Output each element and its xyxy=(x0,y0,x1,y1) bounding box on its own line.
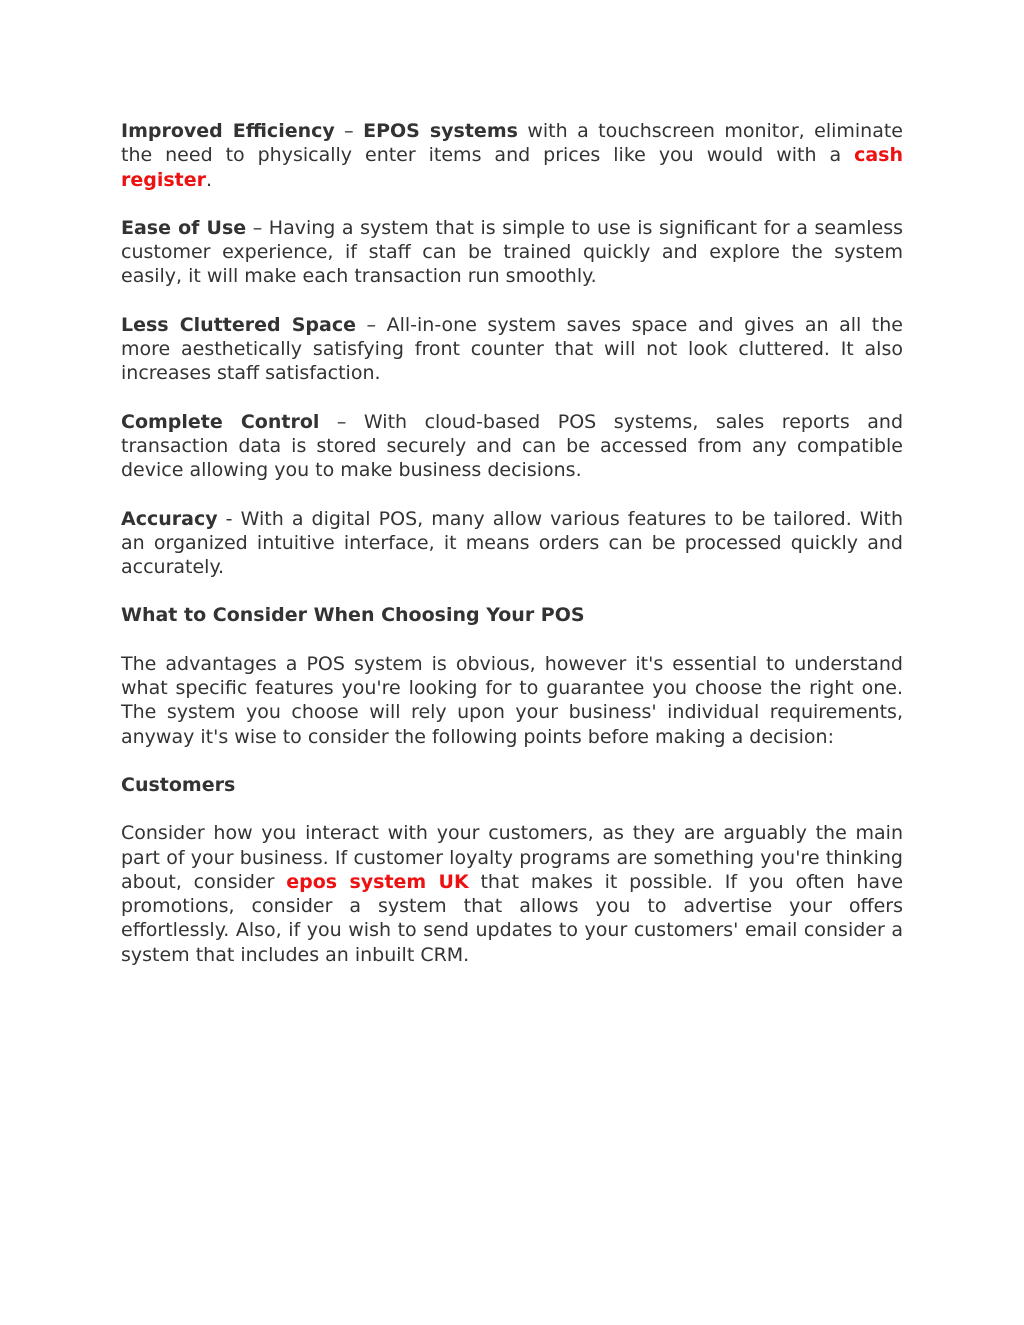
benefit-complete-control xyxy=(121,410,903,483)
document-body xyxy=(121,119,903,991)
benefit-accuracy xyxy=(121,507,903,580)
customers-text: Consider how you interact with your customers, as they are arguably the main part of your business. If customer loyalty programs are something you're thinking about, consider xyxy=(121,822,903,893)
benefit-text-end: . xyxy=(206,168,213,191)
customers-text-end: that makes it possible. If you often have promotions, consider a system that allows you to advertise your offers effortlessly. Also, if you wish to send updates to your customers' email consider a system that includes an inbuilt CRM. xyxy=(121,870,904,966)
section-intro: The advantages a POS system is obvious, however it's essential to understand what specific features you're looking for to guarantee you choose the right one. The system you choose will rely upon your business' individual requirements, anyway it's wise to consider the following points before making a decision: xyxy=(121,652,903,748)
section-heading: What to Consider When Choosing Your POS xyxy=(121,604,585,627)
benefit-text: - With a digital POS, many allow various features to be tailored. With an organized intuitive interface, it means orders can be processed quickly and accurately. xyxy=(121,507,903,579)
benefit-dash: – xyxy=(334,120,364,142)
benefit-term: Accuracy xyxy=(121,507,218,530)
benefit-text: – All-in-one system saves space and gives an all the more aesthetically satisfying front counter that will not look cluttered. It also increases staff satisfaction. xyxy=(121,313,903,385)
benefit-term-epos: EPOS systems xyxy=(363,120,518,142)
benefit-term: Less Cluttered Space xyxy=(121,313,356,336)
benefit-less-cluttered-space xyxy=(121,313,903,386)
benefit-text: – With cloud-based POS systems, sales reports and transaction data is stored securely and can be accessed from any compatible device allowing you to make business decisions. xyxy=(121,410,903,482)
epos-system-uk-link[interactable]: epos system UK xyxy=(286,870,469,893)
customers-paragraph xyxy=(121,821,903,967)
benefit-text: – Having a system that is simple to use is significant for a seamless customer experience, if staff can be trained quickly and explore the system easily, it will make each transaction run smoothly. xyxy=(121,216,903,288)
customers-heading: Customers xyxy=(121,773,236,796)
benefit-text: with a touchscreen monitor, eliminate the need to physically enter items and prices like you would with a xyxy=(121,120,903,167)
benefit-improved-efficiency xyxy=(121,119,903,192)
cash-register-link[interactable]: cash register xyxy=(121,144,903,191)
benefit-term: Ease of Use xyxy=(121,216,247,239)
benefit-term: Complete Control xyxy=(121,410,320,433)
benefit-ease-of-use xyxy=(121,216,903,289)
benefit-term: Improved Efficiency xyxy=(121,120,335,142)
